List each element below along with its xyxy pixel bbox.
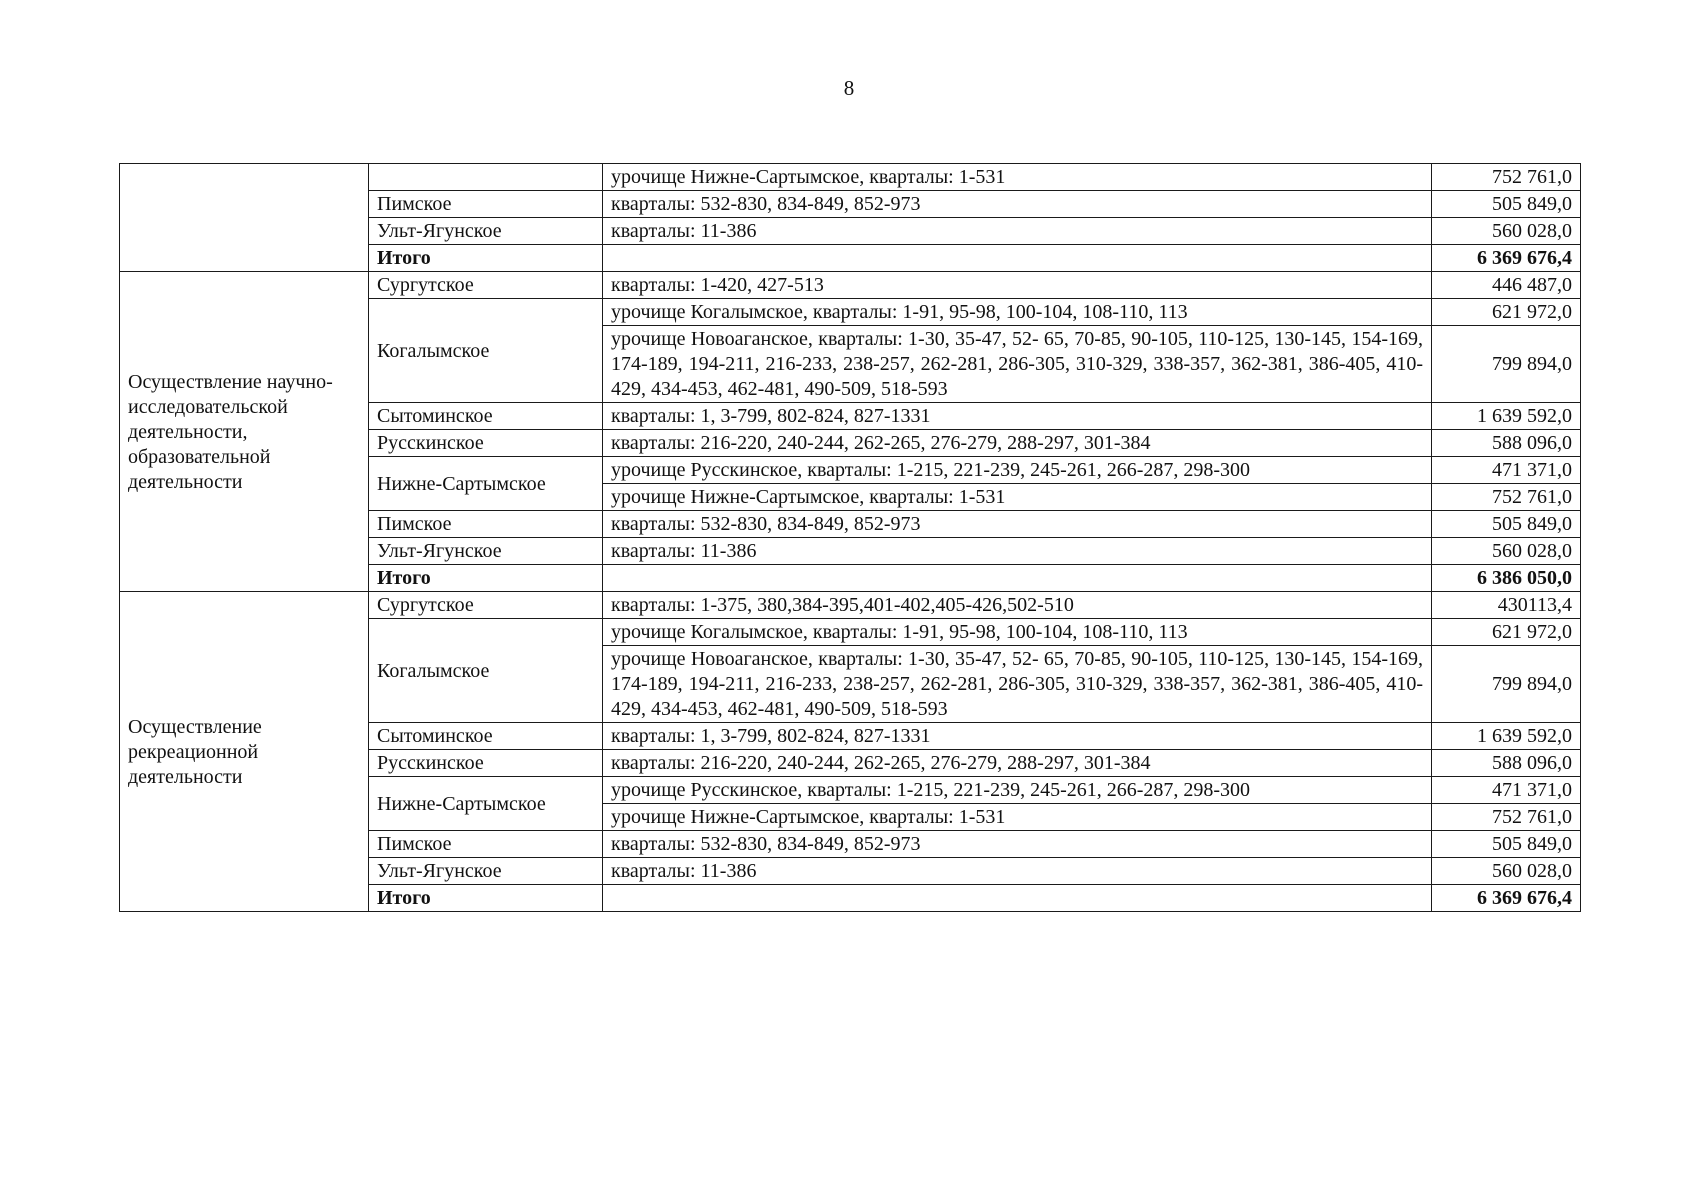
quarters-cell: урочище Русскинское, кварталы: 1-215, 221-239, 245-261, 266-287, 298-300	[603, 777, 1432, 804]
forestry-cell: Сургутское	[369, 272, 603, 299]
quarters-cell: урочище Новоаганское, кварталы: 1-30, 35-47, 52- 65, 70-85, 90-105, 110-125, 130-145, 154-169, 174-189, 194-211, 216-233, 238-257, 262-281, 286-305, 310-329, 338-357, 362-381, 386-405, 410-429, 434-453, 462-481, 490-509, 518-593	[603, 646, 1432, 723]
area-cell: 1 639 592,0	[1432, 403, 1581, 430]
area-cell: 505 849,0	[1432, 831, 1581, 858]
forestry-cell: Сытоминское	[369, 723, 603, 750]
quarters-cell: кварталы: 532-830, 834-849, 852-973	[603, 831, 1432, 858]
forestry-cell: Сытоминское	[369, 403, 603, 430]
forestry-cell: Русскинское	[369, 430, 603, 457]
area-cell: 560 028,0	[1432, 538, 1581, 565]
area-cell: 752 761,0	[1432, 164, 1581, 191]
quarters-cell: кварталы: 216-220, 240-244, 262-265, 276-279, 288-297, 301-384	[603, 430, 1432, 457]
forestry-cell: Пимское	[369, 831, 603, 858]
forestry-cell: Пимское	[369, 191, 603, 218]
quarters-cell: кварталы: 11-386	[603, 538, 1432, 565]
area-cell: 471 371,0	[1432, 777, 1581, 804]
quarters-cell: урочище Когалымское, кварталы: 1-91, 95-98, 100-104, 108-110, 113	[603, 299, 1432, 326]
forestry-cell: Сургутское	[369, 592, 603, 619]
quarters-cell: урочище Русскинское, кварталы: 1-215, 221-239, 245-261, 266-287, 298-300	[603, 457, 1432, 484]
total-label: Итого	[369, 245, 603, 272]
forestry-cell: Русскинское	[369, 750, 603, 777]
area-cell: 560 028,0	[1432, 858, 1581, 885]
area-cell: 430113,4	[1432, 592, 1581, 619]
total-label: Итого	[369, 885, 603, 912]
quarters-cell: кварталы: 11-386	[603, 858, 1432, 885]
forestry-cell: Пимское	[369, 511, 603, 538]
area-cell: 588 096,0	[1432, 750, 1581, 777]
forestry-cell: Когалымское	[369, 619, 603, 723]
area-cell: 446 487,0	[1432, 272, 1581, 299]
forestry-cell: Ульт-Ягунское	[369, 538, 603, 565]
area-cell: 471 371,0	[1432, 457, 1581, 484]
area-cell: 505 849,0	[1432, 511, 1581, 538]
table-row	[120, 272, 1581, 299]
quarters-cell: кварталы: 1, 3-799, 802-824, 827-1331	[603, 403, 1432, 430]
quarters-cell: урочище Когалымское, кварталы: 1-91, 95-98, 100-104, 108-110, 113	[603, 619, 1432, 646]
forestry-cell: Нижне-Сартымское	[369, 777, 603, 831]
forestry-cell	[369, 164, 603, 191]
forest-use-table	[119, 163, 1581, 912]
quarters-cell: кварталы: 1-420, 427-513	[603, 272, 1432, 299]
area-cell: 560 028,0	[1432, 218, 1581, 245]
quarters-cell	[603, 885, 1432, 912]
page-number: 8	[843, 76, 855, 100]
quarters-cell: кварталы: 532-830, 834-849, 852-973	[603, 191, 1432, 218]
quarters-cell: кварталы: 1, 3-799, 802-824, 827-1331	[603, 723, 1432, 750]
area-cell: 752 761,0	[1432, 484, 1581, 511]
forestry-cell: Ульт-Ягунское	[369, 218, 603, 245]
purpose-cell: Осуществление рекреационной деятельности	[120, 592, 369, 912]
quarters-cell: кварталы: 1-375, 380,384-395,401-402,405-426,502-510	[603, 592, 1432, 619]
total-area: 6 386 050,0	[1432, 565, 1581, 592]
area-cell: 1 639 592,0	[1432, 723, 1581, 750]
quarters-cell	[603, 565, 1432, 592]
area-cell: 799 894,0	[1432, 326, 1581, 403]
purpose-cell	[120, 164, 369, 272]
area-cell: 752 761,0	[1432, 804, 1581, 831]
purpose-cell: Осуществление научно-исследовательской деятельности, образовательной деятельности	[120, 272, 369, 592]
area-cell: 588 096,0	[1432, 430, 1581, 457]
forestry-cell: Ульт-Ягунское	[369, 858, 603, 885]
area-cell: 505 849,0	[1432, 191, 1581, 218]
quarters-cell: кварталы: 11-386	[603, 218, 1432, 245]
forestry-cell: Когалымское	[369, 299, 603, 403]
total-area: 6 369 676,4	[1432, 885, 1581, 912]
total-area: 6 369 676,4	[1432, 245, 1581, 272]
area-cell: 799 894,0	[1432, 646, 1581, 723]
quarters-cell	[603, 245, 1432, 272]
quarters-cell: урочище Нижне-Сартымское, кварталы: 1-531	[603, 484, 1432, 511]
table-row	[120, 164, 1581, 191]
area-cell: 621 972,0	[1432, 299, 1581, 326]
quarters-cell: урочище Нижне-Сартымское, кварталы: 1-531	[603, 804, 1432, 831]
table-row	[120, 592, 1581, 619]
forestry-cell: Нижне-Сартымское	[369, 457, 603, 511]
quarters-cell: кварталы: 216-220, 240-244, 262-265, 276-279, 288-297, 301-384	[603, 750, 1432, 777]
quarters-cell: урочище Новоаганское, кварталы: 1-30, 35-47, 52- 65, 70-85, 90-105, 110-125, 130-145, 154-169, 174-189, 194-211, 216-233, 238-257, 262-281, 286-305, 310-329, 338-357, 362-381, 386-405, 410-429, 434-453, 462-481, 490-509, 518-593	[603, 326, 1432, 403]
quarters-cell: кварталы: 532-830, 834-849, 852-973	[603, 511, 1432, 538]
area-cell: 621 972,0	[1432, 619, 1581, 646]
total-label: Итого	[369, 565, 603, 592]
quarters-cell: урочище Нижне-Сартымское, кварталы: 1-531	[603, 164, 1432, 191]
